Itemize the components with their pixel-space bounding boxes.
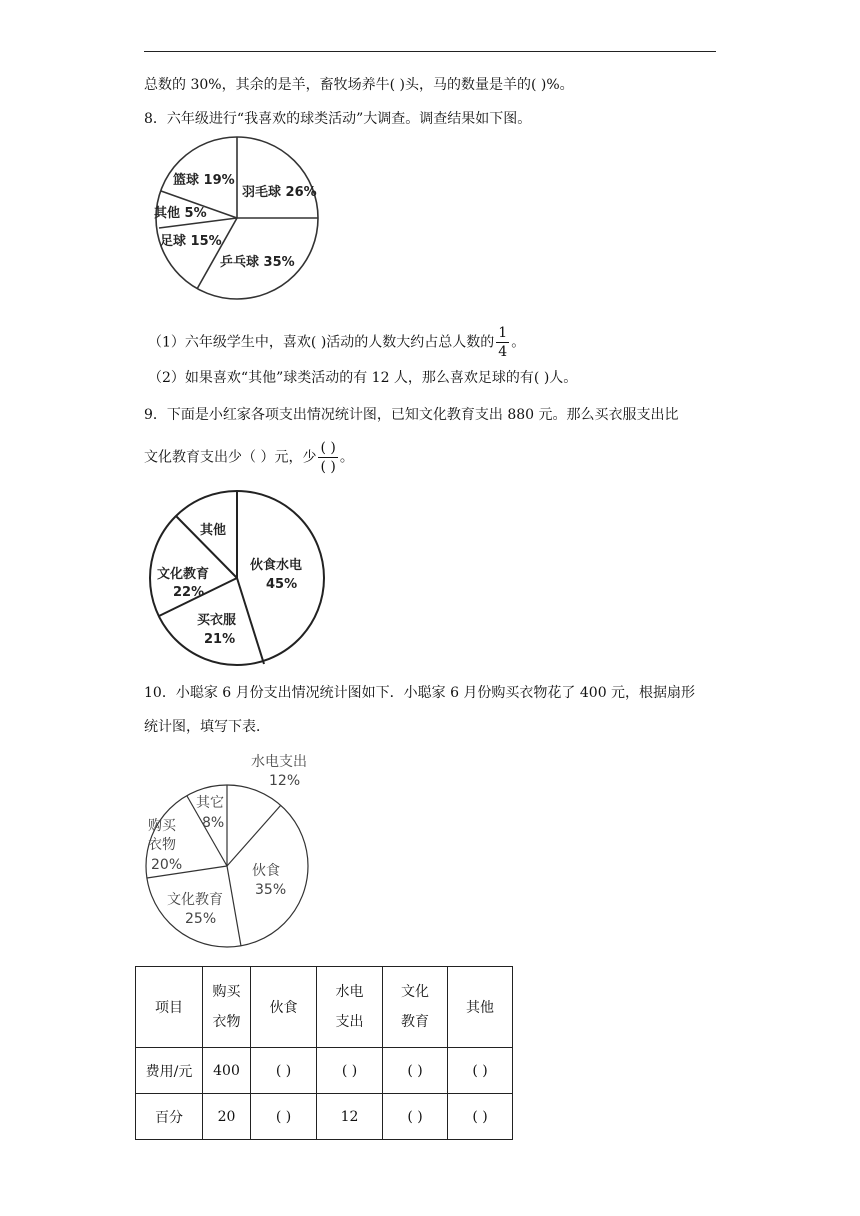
q8-pie-chart	[150, 136, 326, 302]
table-cell-blank[interactable]: ( )	[383, 1094, 448, 1140]
header-cell-education: 文化 教育	[383, 967, 448, 1048]
q10-pie-chart	[140, 748, 316, 952]
header-cell-other: 其他	[448, 967, 513, 1048]
q8-label-football: 足球 15%	[160, 234, 222, 249]
table-cell-blank[interactable]: ( )	[448, 1094, 513, 1140]
table-cell: 百分	[136, 1094, 203, 1140]
q8-label-other: 其他 5%	[154, 206, 207, 221]
q8-sub1: （1）六年级学生中，喜欢( )活动的人数大约占总人数的 $\frac{1}{4}$ 。	[148, 325, 526, 360]
table-cell: 20	[203, 1094, 251, 1140]
q9-label-edu-pct: 22%	[173, 585, 205, 600]
header-cell-clothes: 购买 衣物	[203, 967, 251, 1048]
q8-label-basketball: 篮球 19%	[173, 173, 235, 188]
table-cell: 费用/元	[136, 1048, 203, 1094]
table-cell: 12	[317, 1094, 383, 1140]
q10-label-water-name: 水电支出	[251, 754, 307, 770]
one-quarter-fraction: $\frac{1}{4}$	[498, 325, 508, 360]
q9-label-food-name: 伙食水电	[250, 558, 303, 573]
q10-label-other-name: 其它	[196, 795, 224, 811]
table-header-row	[136, 967, 513, 1048]
q10-title-line1: 10．小聪家 6 月份支出情况统计图如下．小聪家 6 月份购买衣物花了 400 元，根据扇形	[144, 685, 696, 701]
q9-pie-chart	[145, 490, 329, 668]
q9-title: 9．下面是小红家各项支出情况统计图，已知文化教育支出 880 元。那么买衣服支出比	[144, 407, 679, 423]
q10-label-water-pct: 12%	[269, 773, 301, 789]
table-cell-blank[interactable]: ( )	[251, 1048, 317, 1094]
header-cell-item: 项目	[136, 967, 203, 1048]
table-cell-blank[interactable]: ( )	[251, 1094, 317, 1140]
q8-sub1-text: （1）六年级学生中，喜欢( )活动的人数大约占总人数的	[148, 334, 495, 351]
table-row	[136, 1094, 513, 1140]
q10-fill-table	[135, 966, 513, 1140]
top-text-line: 总数的 30%，其余的是羊，畜牧场养牛( )头，马的数量是羊的( )%。	[144, 77, 574, 93]
table-cell-blank[interactable]: ( )	[317, 1048, 383, 1094]
q10-label-food-pct: 35%	[255, 882, 287, 898]
q8-title: 8．六年级进行“我喜欢的球类活动”大调查。调查结果如下图。	[144, 111, 532, 127]
blank-fraction: $\frac{( )}{( )}$	[320, 440, 336, 475]
header-cell-water: 水电 支出	[317, 967, 383, 1048]
q10-label-edu-pct: 25%	[185, 911, 217, 927]
q8-label-pingpong: 乒乓球 35%	[220, 255, 295, 270]
q10-label-clothes-line1: 购买	[148, 818, 176, 834]
table-row	[136, 1048, 513, 1094]
q10-label-clothes-pct: 20%	[151, 857, 183, 873]
q10-label-food-name: 伙食	[252, 863, 280, 879]
table-cell: 400	[203, 1048, 251, 1094]
q10-label-edu-name: 文化教育	[167, 892, 223, 908]
header-rule	[144, 51, 716, 52]
q9-label-food-pct: 45%	[266, 577, 298, 592]
q9-label-clothes-name: 买衣服	[197, 613, 237, 628]
q10-label-other-pct: 8%	[202, 815, 225, 831]
q8-sub2: （2）如果喜欢“其他”球类活动的有 12 人，那么喜欢足球的有( )人。	[148, 370, 578, 386]
q8-label-badminton: 羽毛球 26%	[242, 185, 317, 200]
q9-label-edu-name: 文化教育	[157, 567, 210, 582]
table-cell-blank[interactable]: ( )	[383, 1048, 448, 1094]
q10-label-clothes-line2: 衣物	[148, 837, 176, 853]
table-cell-blank[interactable]: ( )	[448, 1048, 513, 1094]
header-cell-food: 伙食	[251, 967, 317, 1048]
q9-line2: 文化教育支出少（ ）元，少 $\frac{( )}{( )}$ 。	[144, 440, 354, 475]
q9-label-other: 其他	[200, 523, 227, 538]
q10-title-line2: 统计图，填写下表．	[144, 719, 270, 735]
q9-label-clothes-pct: 21%	[204, 632, 236, 647]
